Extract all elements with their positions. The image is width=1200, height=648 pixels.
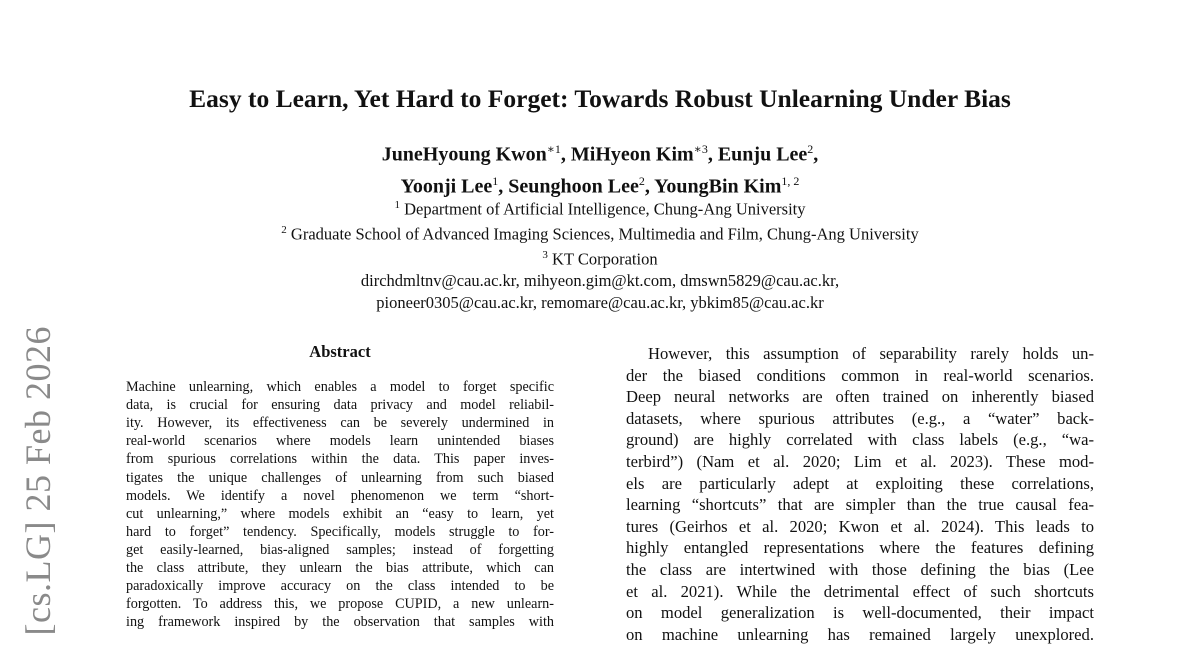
author-separator: , xyxy=(560,143,571,166)
text-line: der the biased conditions common in real-world scenarios. xyxy=(626,365,1094,385)
affiliations-block xyxy=(0,195,1200,313)
intro-column xyxy=(626,343,1094,645)
text-line: tures (Geirhos et al. 2020; Kwon et al. 2024). This leads to xyxy=(626,516,1094,536)
text-line: learning “shortcuts” that are simpler than the true causal fea- xyxy=(626,495,1094,515)
text-line: hard to forget” tendency. Specifically, models struggle to for- xyxy=(126,523,554,540)
text-line: paradoxically improve accuracy on the class intended to be xyxy=(126,578,554,595)
author-name: Seunghoon Lee xyxy=(508,175,639,198)
abstract-column xyxy=(126,343,554,631)
text-line: Machine unlearning, which enables a model to forget specific xyxy=(126,379,554,396)
text-line: ground) are highly correlated with class labels (e.g., “wa- xyxy=(626,430,1094,450)
abstract-heading: Abstract xyxy=(309,342,371,361)
author-separator: , xyxy=(644,175,655,198)
author-separator: , xyxy=(498,175,509,198)
author-affiliation-marker: 2 xyxy=(638,173,645,188)
text-line: Deep neural networks are often trained on inherently biased xyxy=(626,387,1094,407)
affiliation xyxy=(0,195,1200,220)
author-name: YoungBin Kim xyxy=(654,175,782,198)
email-line: dirchdmltnv@cau.ac.kr, mihyeon.gim@kt.com, dmswn5829@cau.ac.kr, xyxy=(360,271,840,290)
author-affiliation-marker: 1 xyxy=(492,173,499,188)
text-line: tigates the unique challenges of unlearning from such biased xyxy=(126,469,554,486)
text-line: However, this assumption of separability rarely holds un- xyxy=(648,344,1094,363)
text-line: et al. 2021). While the detrimental effect of such shortcuts xyxy=(626,581,1094,601)
author-affiliation-marker: ∗1 xyxy=(546,142,561,156)
text-line: the class attribute, they unlearn the bias attribute, which can xyxy=(126,560,554,577)
text-line: on model generalization is well-documented, their impact xyxy=(626,603,1094,623)
email-line: pioneer0305@cau.ac.kr, remomare@cau.ac.kr, ybkim85@cau.ac.kr xyxy=(376,292,824,312)
author-affiliation-marker: 1, 2 xyxy=(781,173,800,188)
text-line: highly entangled representations where the features defining xyxy=(626,538,1094,558)
author-name: JuneHyoung Kwon xyxy=(381,143,547,166)
affiliation-marker: 3 xyxy=(542,249,548,261)
affiliation-marker: 1 xyxy=(394,199,400,211)
affiliation-text: Department of Artificial Intelligence, Chung-Ang University xyxy=(399,199,806,219)
author-separator: , xyxy=(707,143,718,166)
arxiv-identifier-stamp xyxy=(18,326,74,648)
arxiv-stamp-text: [cs.LG] 25 Feb 2026 xyxy=(18,326,58,636)
intro-body xyxy=(626,343,1094,645)
text-line: forgotten. To address this, we propose CUPID, a new unlearn- xyxy=(126,596,554,613)
text-line: from spurious correlations within the data. This paper inves- xyxy=(126,451,554,468)
text-line: ing framework inspired by the observation that samples with xyxy=(126,614,554,631)
author-affiliation-marker: 2 xyxy=(807,142,814,156)
affiliation xyxy=(0,220,1200,245)
abstract-body xyxy=(126,378,554,631)
author-line-1 xyxy=(0,136,1200,168)
author-separator: , xyxy=(813,143,819,166)
author-list xyxy=(0,136,1200,199)
author-name: MiHyeon Kim xyxy=(570,143,694,166)
text-line: real-world scenarios where models learn unintended biases xyxy=(126,433,554,450)
text-line: on machine unlearning has remained largely unexplored. xyxy=(626,624,1094,644)
text-line: the class are intertwined with those defining the bias (Lee xyxy=(626,559,1094,579)
affiliation xyxy=(0,245,1200,270)
text-line: get easily-learned, bias-aligned samples; instead of forgetting xyxy=(126,541,554,558)
paper-title: Easy to Learn, Yet Hard to Forget: Towards Robust Unlearning Under Bias xyxy=(189,84,1011,113)
text-line: cut unlearning,” where models exhibit an “easy to learn, yet xyxy=(126,505,554,522)
affiliation-marker: 2 xyxy=(281,224,287,236)
author-name: Yoonji Lee xyxy=(400,175,493,198)
text-line: els are particularly adept at exploiting these correlations, xyxy=(626,473,1094,493)
text-line: datasets, where spurious attributes (e.g., a “water” back- xyxy=(626,408,1094,428)
text-line: models. We identify a novel phenomenon we term “short- xyxy=(126,487,554,504)
author-affiliation-marker: ∗3 xyxy=(693,142,708,156)
author-name: Eunju Lee xyxy=(717,143,808,166)
affiliation-text: Graduate School of Advanced Imaging Sciences, Multimedia and Film, Chung-Ang University xyxy=(286,224,919,244)
text-line: data, is crucial for ensuring data privacy and model reliabil- xyxy=(126,397,554,414)
text-line: ity. However, its effectiveness can be severely undermined in xyxy=(126,415,554,432)
text-line: terbird”) (Nam et al. 2020; Lim et al. 2023). These mod- xyxy=(626,451,1094,471)
affiliation-text: KT Corporation xyxy=(547,249,658,269)
